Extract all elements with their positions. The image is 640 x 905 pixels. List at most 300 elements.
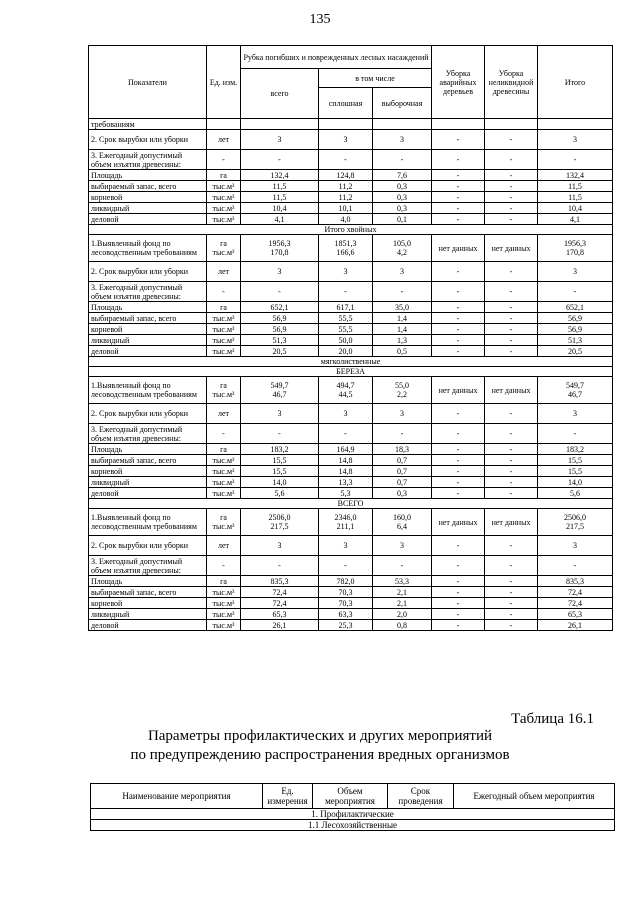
- total-cell: 3: [241, 262, 319, 282]
- emergency-cell: -: [432, 313, 485, 324]
- indicator-cell: 1.Выявленный фонд по лесоводственным требованиям: [89, 235, 207, 262]
- table-row: [89, 235, 613, 262]
- table-row: [89, 192, 613, 203]
- unit-cell: -: [207, 150, 241, 170]
- selective-cell: 0,7: [373, 477, 432, 488]
- emergency-cell: -: [432, 404, 485, 424]
- clear-cell: [319, 119, 373, 130]
- grand-total-cell: 4,1: [538, 214, 613, 225]
- grand-total-cell: 3: [538, 130, 613, 150]
- emergency-cell: -: [432, 466, 485, 477]
- emergency-cell: -: [432, 192, 485, 203]
- indicator-cell: 3. Ежегодный допустимый объем изъятия древесины:: [89, 556, 207, 576]
- illiquid-cell: -: [485, 424, 538, 444]
- illiquid-cell: -: [485, 598, 538, 609]
- unit-cell: тыс.м³: [207, 324, 241, 335]
- table-row: [89, 488, 613, 499]
- section-row: 1. Профилактические: [91, 809, 615, 820]
- header-grand-total: Итого: [538, 46, 613, 119]
- grand-total-cell: 72,4: [538, 598, 613, 609]
- table-row: [89, 282, 613, 302]
- main-table-body: [89, 119, 613, 631]
- grand-total-cell: 15,5: [538, 466, 613, 477]
- clear-cell: 11,2: [319, 181, 373, 192]
- selective-cell: 0,7: [373, 466, 432, 477]
- grand-total-cell: 11,5: [538, 192, 613, 203]
- grand-total-cell: 15,5: [538, 455, 613, 466]
- table-row: [89, 477, 613, 488]
- table-row: [89, 181, 613, 192]
- grand-total-cell: 56,9: [538, 324, 613, 335]
- total-cell: 11,5: [241, 181, 319, 192]
- emergency-cell: -: [432, 181, 485, 192]
- selective-cell: 3: [373, 536, 432, 556]
- emergency-cell: [432, 119, 485, 130]
- header-total: всего: [241, 69, 319, 119]
- clear-cell: 124,8: [319, 170, 373, 181]
- indicator-cell: ликвидный: [89, 609, 207, 620]
- illiquid-cell: нет данных: [485, 509, 538, 536]
- unit-cell: га: [207, 302, 241, 313]
- unit-cell: га: [207, 576, 241, 587]
- table-row: [89, 302, 613, 313]
- header-unit: Ед. изм.: [207, 46, 241, 119]
- selective-cell: 0,3: [373, 203, 432, 214]
- header-indicator: Показатели: [89, 46, 207, 119]
- emergency-cell: -: [432, 598, 485, 609]
- selective-cell: 1,4: [373, 324, 432, 335]
- table-row: [89, 404, 613, 424]
- illiquid-cell: -: [485, 170, 538, 181]
- unit-cell: -: [207, 424, 241, 444]
- emergency-cell: -: [432, 203, 485, 214]
- emergency-cell: -: [432, 346, 485, 357]
- header-including: в том числе: [319, 69, 432, 88]
- illiquid-cell: -: [485, 346, 538, 357]
- illiquid-cell: -: [485, 455, 538, 466]
- table-row: [89, 313, 613, 324]
- illiquid-cell: [485, 119, 538, 130]
- clear-cell: 2346,0 211,1: [319, 509, 373, 536]
- header-selective: выборочная: [373, 88, 432, 119]
- indicator-cell: Площадь: [89, 444, 207, 455]
- indicator-cell: выбираемый запас, всего: [89, 455, 207, 466]
- selective-cell: 160,0 6,4: [373, 509, 432, 536]
- header-measure-volume: Объем мероприятия: [313, 784, 388, 809]
- total-cell: -: [241, 150, 319, 170]
- emergency-cell: -: [432, 536, 485, 556]
- emergency-cell: -: [432, 214, 485, 225]
- clear-cell: 4,0: [319, 214, 373, 225]
- total-cell: 4,1: [241, 214, 319, 225]
- unit-cell: тыс.м³: [207, 587, 241, 598]
- total-cell: -: [241, 424, 319, 444]
- grand-total-cell: -: [538, 282, 613, 302]
- illiquid-cell: -: [485, 556, 538, 576]
- table-row: [89, 170, 613, 181]
- grand-total-cell: 2506,0 217,5: [538, 509, 613, 536]
- selective-cell: 0,7: [373, 455, 432, 466]
- clear-cell: 55,5: [319, 313, 373, 324]
- grand-total-cell: 132,4: [538, 170, 613, 181]
- illiquid-cell: -: [485, 404, 538, 424]
- table-row: [89, 444, 613, 455]
- clear-cell: 63,3: [319, 609, 373, 620]
- selective-cell: 35,0: [373, 302, 432, 313]
- emergency-cell: -: [432, 556, 485, 576]
- illiquid-cell: -: [485, 192, 538, 203]
- indicator-cell: ликвидный: [89, 335, 207, 346]
- unit-cell: тыс.м³: [207, 214, 241, 225]
- clear-cell: 3: [319, 404, 373, 424]
- emergency-cell: -: [432, 302, 485, 313]
- selective-cell: 2,1: [373, 598, 432, 609]
- selective-cell: 0,5: [373, 346, 432, 357]
- table-number: Таблица 16.1: [511, 711, 594, 727]
- section-row: [89, 367, 613, 377]
- indicator-cell: ликвидный: [89, 477, 207, 488]
- emergency-cell: -: [432, 130, 485, 150]
- total-cell: 72,4: [241, 598, 319, 609]
- measures-table: [90, 783, 615, 831]
- clear-cell: 617,1: [319, 302, 373, 313]
- table-row: [89, 598, 613, 609]
- illiquid-cell: -: [485, 262, 538, 282]
- selective-cell: -: [373, 282, 432, 302]
- selective-cell: 3: [373, 262, 432, 282]
- total-cell: 5,6: [241, 488, 319, 499]
- selective-cell: 1,3: [373, 335, 432, 346]
- total-cell: 652,1: [241, 302, 319, 313]
- selective-cell: 0,8: [373, 620, 432, 631]
- header-illiquid: Уборка неликвидной древесины: [485, 46, 538, 119]
- unit-cell: тыс.м³: [207, 477, 241, 488]
- emergency-cell: нет данных: [432, 509, 485, 536]
- unit-cell: га тыс.м³: [207, 235, 241, 262]
- total-cell: 56,9: [241, 324, 319, 335]
- clear-cell: 20,0: [319, 346, 373, 357]
- selective-cell: 7,6: [373, 170, 432, 181]
- illiquid-cell: -: [485, 130, 538, 150]
- table-row: [89, 509, 613, 536]
- unit-cell: лет: [207, 536, 241, 556]
- clear-cell: -: [319, 424, 373, 444]
- section-title: мягколиственные: [89, 357, 613, 367]
- total-cell: 3: [241, 130, 319, 150]
- selective-cell: 3: [373, 404, 432, 424]
- emergency-cell: -: [432, 282, 485, 302]
- header-measure-term: Срок проведения: [388, 784, 454, 809]
- unit-cell: га: [207, 444, 241, 455]
- clear-cell: 70,3: [319, 598, 373, 609]
- emergency-cell: -: [432, 324, 485, 335]
- unit-cell: тыс.м³: [207, 620, 241, 631]
- indicator-cell: деловой: [89, 620, 207, 631]
- illiquid-cell: -: [485, 609, 538, 620]
- indicator-cell: 3. Ежегодный допустимый объем изъятия древесины:: [89, 424, 207, 444]
- unit-cell: тыс.м³: [207, 455, 241, 466]
- header-clear: сплошная: [319, 88, 373, 119]
- emergency-cell: -: [432, 488, 485, 499]
- illiquid-cell: -: [485, 324, 538, 335]
- indicator-cell: 2. Срок вырубки или уборки: [89, 262, 207, 282]
- indicator-cell: корневой: [89, 192, 207, 203]
- total-cell: 20,5: [241, 346, 319, 357]
- illiquid-cell: -: [485, 181, 538, 192]
- grand-total-cell: 10,4: [538, 203, 613, 214]
- unit-cell: лет: [207, 404, 241, 424]
- table-title-line-2: по предупреждению распространения вредных организмов: [130, 747, 510, 763]
- clear-cell: 3: [319, 130, 373, 150]
- illiquid-cell: -: [485, 620, 538, 631]
- illiquid-cell: -: [485, 466, 538, 477]
- unit-cell: [207, 119, 241, 130]
- emergency-cell: -: [432, 424, 485, 444]
- grand-total-cell: 11,5: [538, 181, 613, 192]
- clear-cell: 782,0: [319, 576, 373, 587]
- clear-cell: 3: [319, 536, 373, 556]
- grand-total-cell: 652,1: [538, 302, 613, 313]
- indicator-cell: Площадь: [89, 170, 207, 181]
- total-cell: 15,5: [241, 455, 319, 466]
- total-cell: 51,3: [241, 335, 319, 346]
- illiquid-cell: -: [485, 214, 538, 225]
- section-row: [89, 225, 613, 235]
- table-row: [89, 620, 613, 631]
- table-row: [89, 130, 613, 150]
- total-cell: 183,2: [241, 444, 319, 455]
- illiquid-cell: -: [485, 302, 538, 313]
- table-row: [89, 609, 613, 620]
- grand-total-cell: 14,0: [538, 477, 613, 488]
- total-cell: 26,1: [241, 620, 319, 631]
- header-measure-name: Наименование мероприятия: [91, 784, 263, 809]
- selective-cell: -: [373, 150, 432, 170]
- section-row: [89, 499, 613, 509]
- emergency-cell: -: [432, 587, 485, 598]
- grand-total-cell: 549,7 46,7: [538, 377, 613, 404]
- selective-cell: 3: [373, 130, 432, 150]
- indicator-cell: Площадь: [89, 302, 207, 313]
- selective-cell: 0,1: [373, 214, 432, 225]
- emergency-cell: -: [432, 455, 485, 466]
- unit-cell: га тыс.м³: [207, 509, 241, 536]
- indicator-cell: Площадь: [89, 576, 207, 587]
- clear-cell: 50,0: [319, 335, 373, 346]
- grand-total-cell: -: [538, 556, 613, 576]
- grand-total-cell: 72,4: [538, 587, 613, 598]
- table-row: [89, 262, 613, 282]
- header-measure-unit: Ед. измерения: [263, 784, 313, 809]
- illiquid-cell: -: [485, 477, 538, 488]
- table-row: [89, 587, 613, 598]
- selective-cell: 2,1: [373, 587, 432, 598]
- unit-cell: тыс.м³: [207, 598, 241, 609]
- selective-cell: 53,3: [373, 576, 432, 587]
- table-row: [89, 346, 613, 357]
- emergency-cell: -: [432, 609, 485, 620]
- indicator-cell: 2. Срок вырубки или уборки: [89, 536, 207, 556]
- clear-cell: 14,8: [319, 455, 373, 466]
- table-row: [89, 324, 613, 335]
- selective-cell: 105,0 4,2: [373, 235, 432, 262]
- illiquid-cell: нет данных: [485, 235, 538, 262]
- illiquid-cell: -: [485, 576, 538, 587]
- emergency-cell: -: [432, 576, 485, 587]
- table-row: [89, 536, 613, 556]
- total-cell: 1956,3 170,8: [241, 235, 319, 262]
- table-row: [89, 150, 613, 170]
- unit-cell: лет: [207, 262, 241, 282]
- indicator-cell: выбираемый запас, всего: [89, 587, 207, 598]
- grand-total-cell: 65,3: [538, 609, 613, 620]
- clear-cell: 70,3: [319, 587, 373, 598]
- unit-cell: тыс.м³: [207, 609, 241, 620]
- unit-cell: га тыс.м³: [207, 377, 241, 404]
- selective-cell: 0,3: [373, 181, 432, 192]
- grand-total-cell: -: [538, 424, 613, 444]
- unit-cell: тыс.м³: [207, 488, 241, 499]
- unit-cell: -: [207, 556, 241, 576]
- table-title: [0, 727, 640, 765]
- indicator-cell: 3. Ежегодный допустимый объем изъятия древесины:: [89, 282, 207, 302]
- unit-cell: -: [207, 282, 241, 302]
- unit-cell: тыс.м³: [207, 203, 241, 214]
- table-row: [89, 335, 613, 346]
- header-felling-group: Рубка погибших и поврежденных лесных насаждений: [241, 46, 432, 69]
- total-cell: 3: [241, 536, 319, 556]
- total-cell: 15,5: [241, 466, 319, 477]
- illiquid-cell: -: [485, 313, 538, 324]
- emergency-cell: -: [432, 335, 485, 346]
- section-row: 1.1 Лесохозяйственные: [91, 820, 615, 831]
- indicator-cell: корневой: [89, 324, 207, 335]
- total-cell: 10,4: [241, 203, 319, 214]
- emergency-cell: -: [432, 170, 485, 181]
- section-title: ВСЕГО: [89, 499, 613, 509]
- unit-cell: тыс.м³: [207, 335, 241, 346]
- selective-cell: -: [373, 424, 432, 444]
- table-row: [89, 424, 613, 444]
- table-row: [89, 576, 613, 587]
- header-measure-annual: Ежегодный объем мероприятия: [454, 784, 615, 809]
- section-row: [89, 357, 613, 367]
- clear-cell: 1851,3 166,6: [319, 235, 373, 262]
- total-cell: 2506,0 217,5: [241, 509, 319, 536]
- table-row: [89, 466, 613, 477]
- illiquid-cell: нет данных: [485, 377, 538, 404]
- indicator-cell: корневой: [89, 466, 207, 477]
- selective-cell: [373, 119, 432, 130]
- table-row: [89, 377, 613, 404]
- total-cell: [241, 119, 319, 130]
- grand-total-cell: 3: [538, 262, 613, 282]
- grand-total-cell: 3: [538, 536, 613, 556]
- grand-total-cell: 1956,3 170,8: [538, 235, 613, 262]
- unit-cell: тыс.м³: [207, 313, 241, 324]
- clear-cell: 5,3: [319, 488, 373, 499]
- table-row: [89, 203, 613, 214]
- emergency-cell: -: [432, 150, 485, 170]
- grand-total-cell: 835,3: [538, 576, 613, 587]
- unit-cell: лет: [207, 130, 241, 150]
- table-row: [89, 455, 613, 466]
- unit-cell: тыс.м³: [207, 181, 241, 192]
- total-cell: -: [241, 556, 319, 576]
- grand-total-cell: 26,1: [538, 620, 613, 631]
- clear-cell: 164,9: [319, 444, 373, 455]
- grand-total-cell: [538, 119, 613, 130]
- indicator-cell: деловой: [89, 346, 207, 357]
- clear-cell: 11,2: [319, 192, 373, 203]
- illiquid-cell: -: [485, 203, 538, 214]
- grand-total-cell: 56,9: [538, 313, 613, 324]
- total-cell: 56,9: [241, 313, 319, 324]
- clear-cell: -: [319, 282, 373, 302]
- illiquid-cell: -: [485, 282, 538, 302]
- clear-cell: -: [319, 150, 373, 170]
- illiquid-cell: -: [485, 335, 538, 346]
- table-row: [91, 820, 615, 831]
- total-cell: 65,3: [241, 609, 319, 620]
- table-title-line-1: Параметры профилактических и других мероприятий: [147, 728, 493, 744]
- unit-cell: тыс.м³: [207, 192, 241, 203]
- table-row: [89, 556, 613, 576]
- table-row: [89, 214, 613, 225]
- selective-cell: -: [373, 556, 432, 576]
- clear-cell: 494,7 44,5: [319, 377, 373, 404]
- selective-cell: 0,3: [373, 488, 432, 499]
- total-cell: 132,4: [241, 170, 319, 181]
- total-cell: 835,3: [241, 576, 319, 587]
- selective-cell: 18,3: [373, 444, 432, 455]
- illiquid-cell: -: [485, 587, 538, 598]
- total-cell: 11,5: [241, 192, 319, 203]
- clear-cell: 3: [319, 262, 373, 282]
- illiquid-cell: -: [485, 150, 538, 170]
- total-cell: -: [241, 282, 319, 302]
- indicator-cell: ликвидный: [89, 203, 207, 214]
- clear-cell: 25,3: [319, 620, 373, 631]
- section-title: Итого хвойных: [89, 225, 613, 235]
- clear-cell: 55,5: [319, 324, 373, 335]
- clear-cell: -: [319, 556, 373, 576]
- indicator-cell: деловой: [89, 214, 207, 225]
- grand-total-cell: 20,5: [538, 346, 613, 357]
- indicator-cell: 2. Срок вырубки или уборки: [89, 404, 207, 424]
- selective-cell: 55,0 2,2: [373, 377, 432, 404]
- total-cell: 3: [241, 404, 319, 424]
- unit-cell: тыс.м³: [207, 466, 241, 477]
- illiquid-cell: -: [485, 536, 538, 556]
- indicator-cell: выбираемый запас, всего: [89, 313, 207, 324]
- total-cell: 549,7 46,7: [241, 377, 319, 404]
- grand-total-cell: 3: [538, 404, 613, 424]
- indicator-cell: требованиям: [89, 119, 207, 130]
- selective-cell: 1,4: [373, 313, 432, 324]
- total-cell: 72,4: [241, 587, 319, 598]
- selective-cell: 0,3: [373, 192, 432, 203]
- illiquid-cell: -: [485, 488, 538, 499]
- indicator-cell: 3. Ежегодный допустимый объем изъятия древесины:: [89, 150, 207, 170]
- total-cell: 14,0: [241, 477, 319, 488]
- emergency-cell: -: [432, 262, 485, 282]
- indicator-cell: 2. Срок вырубки или уборки: [89, 130, 207, 150]
- grand-total-cell: 183,2: [538, 444, 613, 455]
- section-title: БЕРЕЗА: [89, 367, 613, 377]
- selective-cell: 2,0: [373, 609, 432, 620]
- forest-felling-table: [88, 45, 613, 631]
